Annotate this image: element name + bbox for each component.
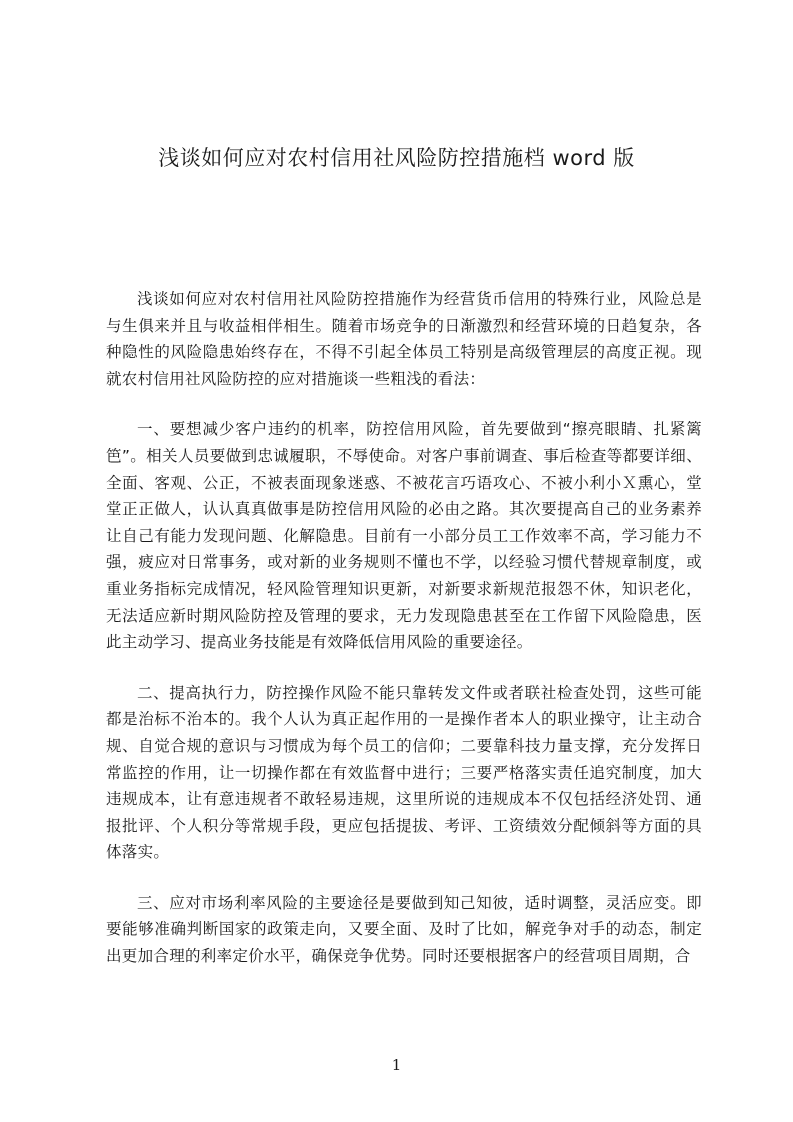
paragraph-interest-rate-risk: 三、应对市场利率风险的主要途径是要做到知己知彼，适时调整，灵活应变。即要能够准确判断国家的政策走向，又要全面、及时了比如，解竞争对手的动态，制定出更加合理的利率定价水平，确保竞争优势。同时还要根据客户的经营项目周期，合 xyxy=(106,893,702,966)
paragraph-credit-risk: 一、要想减少客户违约的机率，防控信用风险，首先要做到“擦亮眼睛、扎紧篱笆”。相关人员要做到忠诚履职，不辱使命。对客户事前调查、事后检查等都要详细、全面、客观、公正，不被表面现象迷惑、不被花言巧语攻心、不被小利小Ｘ熏心，堂堂正正做人，认认真真做事是防控信用风险的必由之路。其次要提高自己的业务素养让自己有能力发现问题、化解隐患。目前有一小部分员工工作效率不高，学习能力不强，疲应对日常事务，或对新的业务规则不懂也不学，以经验习惯代替规章制度，或重业务指标完成情况，轻风险管理知识更新，对新要求新规范报怨不休，知识老化，无法适应新时期风险防控及管理的要求，无力发现隐患甚至在工作留下风险隐患，医此主动学习、提高业务技能是有效降低信用风险的重要途径。 xyxy=(106,420,702,652)
paragraph-operational-risk: 二、提高执行力，防控操作风险不能只靠转发文件或者联社检查处罚，这些可能都是治标不治本的。我个人认为真正起作用的一是操作者本人的职业操守，让主动合规、自觉合规的意识与习惯成为每个员工的信仰；二要靠科技力量支撑，充分发挥日常监控的作用，让一切操作都在有效监督中进行；三要严格落实责任追究制度，加大违规成本，让有意违规者不敢轻易违规，这里所说的违规成本不仅包括经济处罚、通报批评、个人积分等常规手段，更应包括提拔、考评、工资绩效分配倾斜等方面的具体落实。 xyxy=(106,683,702,862)
document-body xyxy=(106,286,702,994)
document-title: 浅谈如何应对农村信用社风险防控措施档 word 版 xyxy=(158,146,635,170)
page-number: 1 xyxy=(391,1056,402,1074)
paragraph-intro: 浅谈如何应对农村信用社风险防控措施作为经营货币信用的特殊行业，风险总是与生俱来并且与收益相伴相生。随着市场竞争的日渐激烈和经营环境的日趋复杂，各种隐性的风险隐患始终存在，不得不引起全体员工特别是高级管理层的高度正视。现就农村信用社风险防控的应对措施谈一些粗浅的看法： xyxy=(106,290,702,388)
